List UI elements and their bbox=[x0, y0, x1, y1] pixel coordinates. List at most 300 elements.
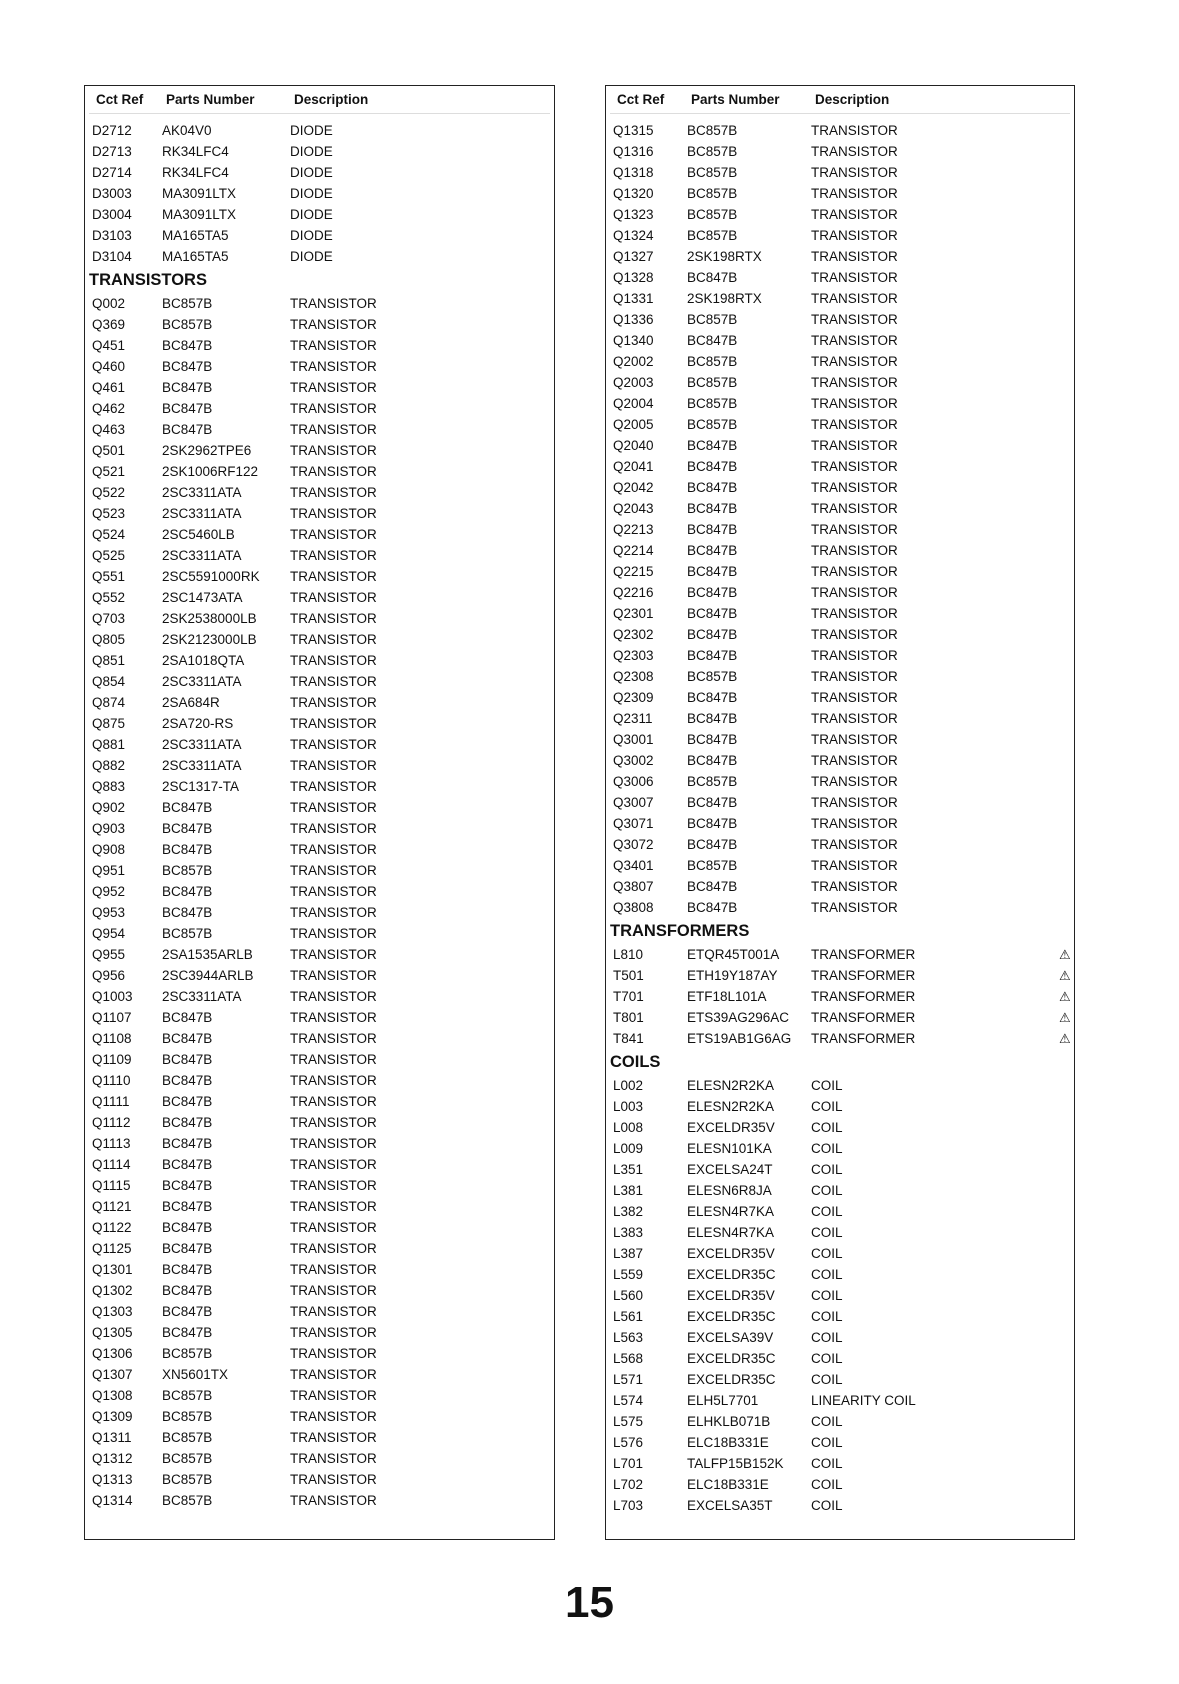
table-row bbox=[85, 419, 554, 440]
cct-ref: Q953 bbox=[92, 905, 126, 920]
cct-ref: T841 bbox=[613, 1031, 644, 1046]
cct-ref: D3004 bbox=[92, 207, 132, 222]
cct-ref: Q1307 bbox=[92, 1367, 133, 1382]
table-row bbox=[606, 666, 1074, 687]
table-row bbox=[606, 750, 1074, 771]
description: TRANSISTOR bbox=[290, 1220, 377, 1235]
table-row bbox=[85, 1448, 554, 1469]
parts-number: BC857B bbox=[687, 144, 738, 159]
table-row bbox=[85, 1322, 554, 1343]
description: TRANSISTOR bbox=[290, 968, 377, 983]
description: TRANSISTOR bbox=[290, 1115, 377, 1130]
parts-number: BC847B bbox=[162, 905, 213, 920]
table-row bbox=[85, 356, 554, 377]
description: TRANSISTOR bbox=[811, 522, 898, 537]
parts-number: ELESN4R7KA bbox=[687, 1204, 775, 1219]
description: TRANSISTOR bbox=[290, 422, 377, 437]
table-row bbox=[85, 608, 554, 629]
description: TRANSISTOR bbox=[290, 506, 377, 521]
table-row bbox=[606, 330, 1074, 351]
table-row bbox=[85, 902, 554, 923]
cct-ref: Q2214 bbox=[613, 543, 654, 558]
section-heading bbox=[606, 918, 1074, 944]
description: TRANSISTOR bbox=[290, 905, 377, 920]
table-row bbox=[606, 1007, 1074, 1028]
description: COIL bbox=[811, 1204, 843, 1219]
cct-ref: Q1121 bbox=[92, 1199, 132, 1214]
description: TRANSISTOR bbox=[290, 1262, 377, 1277]
parts-number: BC857B bbox=[162, 1409, 213, 1424]
description: TRANSISTOR bbox=[290, 653, 377, 668]
parts-number: ELC18B331E bbox=[687, 1477, 769, 1492]
parts-number: 2SC1473ATA bbox=[162, 590, 243, 605]
table-row bbox=[85, 1049, 554, 1070]
cct-ref: D2714 bbox=[92, 165, 132, 180]
cct-ref: Q1305 bbox=[92, 1325, 133, 1340]
table-row bbox=[606, 435, 1074, 456]
parts-number: BC847B bbox=[162, 800, 213, 815]
table-row bbox=[85, 335, 554, 356]
parts-number: BC857B bbox=[162, 1451, 213, 1466]
parts-number: 2SC3311ATA bbox=[162, 674, 242, 689]
description: TRANSISTOR bbox=[811, 165, 898, 180]
table-row bbox=[606, 1075, 1074, 1096]
parts-number: EXCELDR35V bbox=[687, 1288, 775, 1303]
parts-number: BC857B bbox=[687, 354, 738, 369]
table-row bbox=[85, 1259, 554, 1280]
table-row bbox=[85, 183, 554, 204]
cct-ref: D3003 bbox=[92, 186, 132, 201]
description: TRANSISTOR bbox=[811, 543, 898, 558]
table-row bbox=[85, 587, 554, 608]
description: TRANSISTOR bbox=[290, 1451, 377, 1466]
parts-number: EXCELSA24T bbox=[687, 1162, 773, 1177]
section-heading bbox=[606, 1049, 1074, 1075]
parts-number: BC857B bbox=[162, 926, 213, 941]
cct-ref: Q955 bbox=[92, 947, 126, 962]
parts-number: BC847B bbox=[162, 1115, 213, 1130]
description: TRANSISTOR bbox=[811, 396, 898, 411]
cct-ref: L575 bbox=[613, 1414, 644, 1429]
table-row bbox=[85, 629, 554, 650]
cct-ref: Q3071 bbox=[613, 816, 654, 831]
parts-number: BC847B bbox=[687, 837, 738, 852]
table-row bbox=[85, 1280, 554, 1301]
table-row bbox=[606, 944, 1074, 965]
cct-ref: Q1320 bbox=[613, 186, 654, 201]
table-row bbox=[606, 876, 1074, 897]
cct-ref: L810 bbox=[613, 947, 644, 962]
table-row bbox=[606, 792, 1074, 813]
description: TRANSFORMER bbox=[811, 989, 916, 1004]
description: COIL bbox=[811, 1141, 843, 1156]
description: TRANSISTOR bbox=[811, 438, 898, 453]
table-row bbox=[606, 162, 1074, 183]
cct-ref: Q369 bbox=[92, 317, 126, 332]
table-row bbox=[85, 1469, 554, 1490]
cct-ref: Q1107 bbox=[92, 1010, 132, 1025]
parts-number: BC847B bbox=[687, 543, 738, 558]
parts-number: BC857B bbox=[687, 396, 738, 411]
table-row bbox=[606, 267, 1074, 288]
description: TRANSISTOR bbox=[290, 401, 377, 416]
parts-number: BC847B bbox=[687, 333, 738, 348]
table-body bbox=[85, 114, 554, 1511]
table-row bbox=[606, 1243, 1074, 1264]
cct-ref: L009 bbox=[613, 1141, 644, 1156]
table-row bbox=[85, 839, 554, 860]
warning-triangle-icon: ⚠ bbox=[1059, 989, 1071, 1004]
description: TRANSISTOR bbox=[811, 375, 898, 390]
parts-number: BC857B bbox=[162, 1472, 213, 1487]
section-title: TRANSISTORS bbox=[89, 271, 207, 289]
cct-ref: Q874 bbox=[92, 695, 126, 710]
table-row bbox=[606, 1390, 1074, 1411]
parts-number: 2SK198RTX bbox=[687, 291, 762, 306]
description: TRANSISTOR bbox=[811, 732, 898, 747]
header-description: Description bbox=[815, 92, 890, 107]
parts-number: EXCELDR35V bbox=[687, 1246, 775, 1261]
parts-number: BC847B bbox=[687, 648, 738, 663]
table-row bbox=[85, 1343, 554, 1364]
cct-ref: D2713 bbox=[92, 144, 132, 159]
table-row bbox=[85, 398, 554, 419]
cct-ref: Q460 bbox=[92, 359, 126, 374]
parts-table-left bbox=[84, 85, 555, 1540]
description: TRANSISTOR bbox=[811, 501, 898, 516]
description: TRANSISTOR bbox=[290, 1493, 377, 1508]
parts-number: BC857B bbox=[687, 312, 738, 327]
parts-number: BC857B bbox=[687, 417, 738, 432]
parts-number: ELC18B331E bbox=[687, 1435, 769, 1450]
description: TRANSISTOR bbox=[290, 1388, 377, 1403]
parts-number: BC847B bbox=[162, 422, 213, 437]
description: TRANSISTOR bbox=[290, 695, 377, 710]
warning-triangle-icon: ⚠ bbox=[1059, 1010, 1071, 1025]
description: TRANSISTOR bbox=[290, 1409, 377, 1424]
description: TRANSISTOR bbox=[811, 711, 898, 726]
table-row bbox=[606, 1222, 1074, 1243]
description: COIL bbox=[811, 1267, 843, 1282]
cct-ref: Q1309 bbox=[92, 1409, 133, 1424]
page-number: 15 bbox=[565, 1578, 614, 1627]
cct-ref: Q1316 bbox=[613, 144, 654, 159]
description: TRANSISTOR bbox=[811, 648, 898, 663]
parts-number: BC857B bbox=[687, 375, 738, 390]
parts-number: 2SK1006RF122 bbox=[162, 464, 259, 479]
cct-ref: Q002 bbox=[92, 296, 126, 311]
cct-ref: L381 bbox=[613, 1183, 644, 1198]
description: TRANSISTOR bbox=[811, 123, 898, 138]
description: COIL bbox=[811, 1477, 843, 1492]
description: TRANSISTOR bbox=[811, 249, 898, 264]
cct-ref: L703 bbox=[613, 1498, 644, 1513]
cct-ref: Q463 bbox=[92, 422, 126, 437]
description: TRANSISTOR bbox=[290, 1031, 377, 1046]
cct-ref: L008 bbox=[613, 1120, 644, 1135]
cct-ref: Q952 bbox=[92, 884, 126, 899]
table-row bbox=[606, 1264, 1074, 1285]
cct-ref: Q525 bbox=[92, 548, 126, 563]
cct-ref: Q902 bbox=[92, 800, 126, 815]
table-row bbox=[606, 288, 1074, 309]
table-row bbox=[85, 671, 554, 692]
cct-ref: L701 bbox=[613, 1456, 644, 1471]
table-row bbox=[85, 162, 554, 183]
table-row bbox=[606, 965, 1074, 986]
cct-ref: Q1331 bbox=[613, 291, 654, 306]
parts-number: RK34LFC4 bbox=[162, 144, 229, 159]
cct-ref: Q462 bbox=[92, 401, 126, 416]
parts-number: BC857B bbox=[162, 296, 213, 311]
cct-ref: Q805 bbox=[92, 632, 126, 647]
description: TRANSISTOR bbox=[811, 690, 898, 705]
cct-ref: Q875 bbox=[92, 716, 126, 731]
table-row bbox=[85, 734, 554, 755]
cct-ref: Q1003 bbox=[92, 989, 133, 1004]
parts-number: 2SC3311ATA bbox=[162, 548, 242, 563]
table-row bbox=[85, 566, 554, 587]
table-row bbox=[606, 1180, 1074, 1201]
description: DIODE bbox=[290, 144, 333, 159]
parts-number: BC847B bbox=[162, 884, 213, 899]
description: TRANSISTOR bbox=[811, 774, 898, 789]
cct-ref: L351 bbox=[613, 1162, 644, 1177]
table-row bbox=[606, 414, 1074, 435]
cct-ref: Q903 bbox=[92, 821, 126, 836]
table-row bbox=[85, 692, 554, 713]
description: TRANSISTOR bbox=[290, 443, 377, 458]
parts-number: BC847B bbox=[687, 564, 738, 579]
table-row bbox=[606, 540, 1074, 561]
description: TRANSISTOR bbox=[290, 884, 377, 899]
cct-ref: Q703 bbox=[92, 611, 126, 626]
parts-number: 2SC3311ATA bbox=[162, 737, 242, 752]
cct-ref: Q3006 bbox=[613, 774, 654, 789]
description: TRANSISTOR bbox=[811, 669, 898, 684]
parts-number: BC847B bbox=[687, 879, 738, 894]
table-row bbox=[85, 1301, 554, 1322]
cct-ref: Q1308 bbox=[92, 1388, 133, 1403]
table-row bbox=[85, 141, 554, 162]
parts-number: BC857B bbox=[687, 669, 738, 684]
parts-number: XN5601TX bbox=[162, 1367, 229, 1382]
cct-ref: Q1313 bbox=[92, 1472, 133, 1487]
parts-number: MA3091LTX bbox=[162, 207, 237, 222]
parts-number: ETH19Y187AY bbox=[687, 968, 778, 983]
description: TRANSISTOR bbox=[290, 1052, 377, 1067]
cct-ref: Q1110 bbox=[92, 1073, 131, 1088]
description: TRANSISTOR bbox=[811, 291, 898, 306]
cct-ref: L568 bbox=[613, 1351, 644, 1366]
table-row bbox=[606, 771, 1074, 792]
parts-number: BC847B bbox=[162, 1325, 213, 1340]
cct-ref: Q524 bbox=[92, 527, 126, 542]
cct-ref: Q3002 bbox=[613, 753, 654, 768]
parts-number: MA165TA5 bbox=[162, 249, 229, 264]
table-row bbox=[85, 461, 554, 482]
table-row bbox=[85, 482, 554, 503]
table-row bbox=[85, 860, 554, 881]
description: TRANSISTOR bbox=[290, 317, 377, 332]
description: TRANSISTOR bbox=[811, 606, 898, 621]
cct-ref: L003 bbox=[613, 1099, 644, 1114]
table-row bbox=[606, 645, 1074, 666]
cct-ref: Q1303 bbox=[92, 1304, 133, 1319]
cct-ref: Q3807 bbox=[613, 879, 654, 894]
description: TRANSISTOR bbox=[290, 1325, 377, 1340]
description: TRANSISTOR bbox=[811, 585, 898, 600]
header-parts-number: Parts Number bbox=[166, 92, 255, 107]
parts-number: BC847B bbox=[162, 1178, 213, 1193]
cct-ref: Q2004 bbox=[613, 396, 654, 411]
description: TRANSISTOR bbox=[290, 1430, 377, 1445]
cct-ref: Q2302 bbox=[613, 627, 654, 642]
description: TRANSFORMER bbox=[811, 1031, 916, 1046]
table-row bbox=[606, 1028, 1074, 1049]
cct-ref: Q3401 bbox=[613, 858, 654, 873]
parts-number: BC847B bbox=[162, 1010, 213, 1025]
table-row bbox=[85, 944, 554, 965]
cct-ref: Q956 bbox=[92, 968, 126, 983]
table-row bbox=[85, 225, 554, 246]
cct-ref: Q1125 bbox=[92, 1241, 132, 1256]
table-row bbox=[85, 965, 554, 986]
description: TRANSISTOR bbox=[290, 716, 377, 731]
cct-ref: Q2216 bbox=[613, 585, 654, 600]
table-row bbox=[606, 1306, 1074, 1327]
table-row bbox=[85, 1406, 554, 1427]
parts-number: BC847B bbox=[687, 585, 738, 600]
parts-number: RK34LFC4 bbox=[162, 165, 229, 180]
description: TRANSISTOR bbox=[811, 564, 898, 579]
cct-ref: Q1109 bbox=[92, 1052, 132, 1067]
table-header bbox=[610, 86, 1070, 114]
table-header bbox=[89, 86, 550, 114]
table-row bbox=[85, 1007, 554, 1028]
table-row bbox=[606, 582, 1074, 603]
description: TRANSISTOR bbox=[290, 527, 377, 542]
parts-number: BC847B bbox=[162, 1241, 213, 1256]
cct-ref: Q1327 bbox=[613, 249, 654, 264]
description: TRANSISTOR bbox=[290, 464, 377, 479]
table-row bbox=[85, 314, 554, 335]
cct-ref: Q1108 bbox=[92, 1031, 132, 1046]
description: COIL bbox=[811, 1183, 843, 1198]
parts-number: BC847B bbox=[687, 795, 738, 810]
cct-ref: Q3808 bbox=[613, 900, 654, 915]
table-row bbox=[606, 1201, 1074, 1222]
table-row bbox=[85, 986, 554, 1007]
parts-number: BC847B bbox=[687, 501, 738, 516]
description: COIL bbox=[811, 1435, 843, 1450]
cct-ref: Q908 bbox=[92, 842, 126, 857]
header-description: Description bbox=[294, 92, 369, 107]
parts-number: 2SA720-RS bbox=[162, 716, 234, 731]
parts-number: ELESN2R2KA bbox=[687, 1078, 775, 1093]
cct-ref: Q2005 bbox=[613, 417, 654, 432]
description: COIL bbox=[811, 1162, 843, 1177]
description: TRANSISTOR bbox=[811, 900, 898, 915]
description: TRANSISTOR bbox=[290, 1136, 377, 1151]
table-row bbox=[85, 650, 554, 671]
description: TRANSISTOR bbox=[290, 947, 377, 962]
description: TRANSISTOR bbox=[290, 569, 377, 584]
description: TRANSISTOR bbox=[811, 879, 898, 894]
cct-ref: Q1115 bbox=[92, 1178, 131, 1193]
description: TRANSISTOR bbox=[290, 548, 377, 563]
parts-number: EXCELDR35C bbox=[687, 1309, 776, 1324]
cct-ref: Q1113 bbox=[92, 1136, 131, 1151]
description: COIL bbox=[811, 1456, 843, 1471]
table-row bbox=[606, 813, 1074, 834]
description: TRANSISTOR bbox=[290, 1178, 377, 1193]
table-row bbox=[85, 293, 554, 314]
parts-number: BC847B bbox=[162, 1136, 213, 1151]
table-row bbox=[606, 1348, 1074, 1369]
parts-number: BC847B bbox=[162, 338, 213, 353]
cct-ref: Q951 bbox=[92, 863, 126, 878]
cct-ref: Q521 bbox=[92, 464, 126, 479]
table-row bbox=[85, 1364, 554, 1385]
parts-number: 2SK198RTX bbox=[687, 249, 762, 264]
cct-ref: Q882 bbox=[92, 758, 126, 773]
parts-number: BC847B bbox=[162, 359, 213, 374]
parts-number: BC857B bbox=[687, 123, 738, 138]
table-row bbox=[85, 440, 554, 461]
description: LINEARITY COIL bbox=[811, 1393, 916, 1408]
table-row bbox=[606, 120, 1074, 141]
description: TRANSISTOR bbox=[811, 270, 898, 285]
table-row bbox=[85, 923, 554, 944]
description: COIL bbox=[811, 1120, 843, 1135]
description: TRANSISTOR bbox=[290, 590, 377, 605]
parts-number: BC847B bbox=[162, 380, 213, 395]
parts-number: BC857B bbox=[162, 1430, 213, 1445]
description: COIL bbox=[811, 1225, 843, 1240]
parts-number: BC847B bbox=[687, 606, 738, 621]
description: TRANSISTOR bbox=[290, 1010, 377, 1025]
parts-number: 2SC1317-TA bbox=[162, 779, 240, 794]
warning-triangle-icon: ⚠ bbox=[1059, 1031, 1071, 1046]
cct-ref: Q2041 bbox=[613, 459, 654, 474]
parts-table-right bbox=[605, 85, 1075, 1540]
description: TRANSISTOR bbox=[290, 1472, 377, 1487]
parts-number: BC847B bbox=[687, 522, 738, 537]
description: DIODE bbox=[290, 249, 333, 264]
parts-number: BC857B bbox=[687, 228, 738, 243]
table-row bbox=[85, 503, 554, 524]
parts-number: EXCELDR35C bbox=[687, 1351, 776, 1366]
table-row bbox=[606, 834, 1074, 855]
description: TRANSISTOR bbox=[811, 144, 898, 159]
cct-ref: Q881 bbox=[92, 737, 126, 752]
parts-number: 2SC3311ATA bbox=[162, 758, 242, 773]
table-row bbox=[606, 855, 1074, 876]
description: COIL bbox=[811, 1288, 843, 1303]
parts-number: BC857B bbox=[687, 774, 738, 789]
cct-ref: L382 bbox=[613, 1204, 644, 1219]
parts-number: 2SA1535ARLB bbox=[162, 947, 253, 962]
table-row bbox=[606, 1369, 1074, 1390]
cct-ref: L383 bbox=[613, 1225, 644, 1240]
parts-number: ELESN2R2KA bbox=[687, 1099, 775, 1114]
description: COIL bbox=[811, 1414, 843, 1429]
table-row bbox=[606, 477, 1074, 498]
parts-number: TALFP15B152K bbox=[687, 1456, 784, 1471]
parts-number: BC857B bbox=[162, 1493, 213, 1508]
cct-ref: Q1122 bbox=[92, 1220, 132, 1235]
